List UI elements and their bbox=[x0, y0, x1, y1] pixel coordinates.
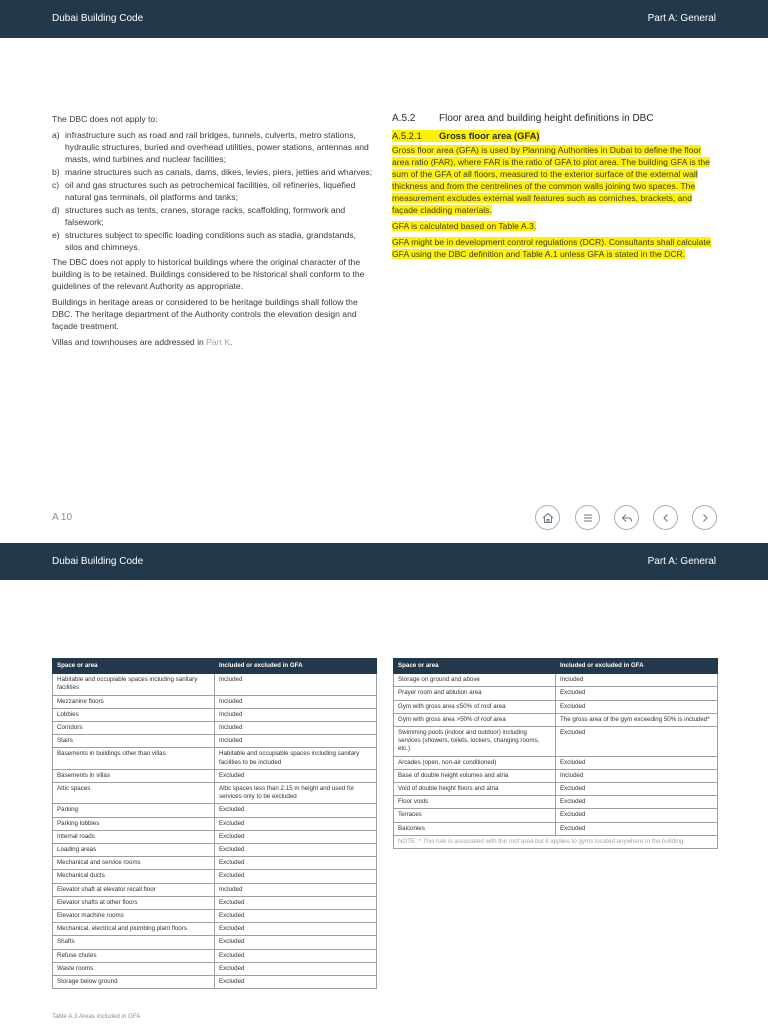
gfa-cell: Excluded bbox=[215, 949, 377, 962]
historical-paragraph: The DBC does not apply to historical buildings where the original character of the building is to be retained. Buildings considered to be historical shall conform to the guidelines of the relevant Authority as appropriate. bbox=[52, 257, 365, 291]
table-row bbox=[394, 700, 718, 713]
space-cell: Storage below ground bbox=[53, 976, 215, 989]
table-row bbox=[394, 727, 718, 757]
table-row bbox=[53, 857, 377, 870]
page-header bbox=[0, 0, 768, 38]
list-item: d) structures such as tents, cranes, storage racks, scaffolding, formwork and falsework; bbox=[52, 205, 346, 227]
table-row bbox=[53, 695, 377, 708]
gfa-cell: Excluded bbox=[215, 976, 377, 989]
table-row bbox=[53, 936, 377, 949]
table-note: NOTE: * This rule is associated with the roof area but it applies to gyms located anywhere in the building. bbox=[394, 835, 718, 848]
space-cell: Base of double height volumes and atria bbox=[394, 769, 556, 782]
page-number: A 10 bbox=[52, 512, 73, 523]
gfa-cell: Included bbox=[215, 695, 377, 708]
list-item: e) structures subject to specific loading conditions such as stadia, grandstands, silos and chimneys. bbox=[52, 230, 356, 252]
villas-paragraph: Villas and townhouses are addressed in Part K. bbox=[52, 337, 233, 347]
home-button[interactable] bbox=[535, 505, 560, 530]
page-header bbox=[0, 543, 768, 580]
section-number: A.5.2 bbox=[392, 113, 416, 124]
table-row bbox=[53, 883, 377, 896]
table-row bbox=[53, 748, 377, 769]
gfa-cell: Included bbox=[215, 708, 377, 721]
subsection-heading bbox=[392, 130, 714, 142]
table-row bbox=[394, 687, 718, 700]
gfa-cell: Included bbox=[215, 674, 377, 695]
table-row bbox=[394, 713, 718, 726]
space-cell: Balconies bbox=[394, 822, 556, 835]
gfa-cell: Excluded bbox=[556, 783, 718, 796]
gfa-cell: Excluded bbox=[556, 727, 718, 757]
table-row bbox=[394, 756, 718, 769]
gfa-cell: Excluded bbox=[215, 817, 377, 830]
table-row bbox=[394, 783, 718, 796]
gfa-cell: Excluded bbox=[215, 844, 377, 857]
gfa-cell: Excluded bbox=[215, 923, 377, 936]
space-cell: Waste rooms bbox=[53, 962, 215, 975]
table-row bbox=[394, 769, 718, 782]
subsection-title: Gross floor area (GFA) bbox=[439, 130, 540, 141]
gfa-cell: Excluded bbox=[215, 910, 377, 923]
table-row bbox=[53, 769, 377, 782]
gfa-definition: Gross floor area (GFA) is used by Planning Authorities in Dubai to define the floor area ratio (FAR), where FAR is the ratio of GFA to plot area. The building GFA is the sum of the GFA of all floors, measured to the exterior surface of the external wall thickness and from the centrelines of the common walls joining two spaces. The measurement excludes external wall features such as corniches, brackets, and façade cladding materials. bbox=[392, 145, 710, 215]
gfa-calculation: GFA is calculated based on Table A.3. bbox=[392, 221, 537, 231]
part-k-link[interactable]: Part K bbox=[206, 337, 231, 347]
chevron-left-icon bbox=[659, 511, 673, 525]
table-row bbox=[53, 830, 377, 843]
space-cell: Void of double height floors and atria bbox=[394, 783, 556, 796]
right-column bbox=[392, 113, 714, 264]
space-cell: Arcades (open, non-air conditioned) bbox=[394, 756, 556, 769]
gfa-cell: Excluded bbox=[215, 830, 377, 843]
space-cell: Stairs bbox=[53, 735, 215, 748]
list-item: c) oil and gas structures such as petrochemical facilities, oil refineries, liquefied natural gas terminals, oil platforms and tanks; bbox=[52, 180, 356, 202]
gfa-cell: Included bbox=[556, 769, 718, 782]
back-button[interactable] bbox=[614, 505, 639, 530]
heritage-paragraph: Buildings in heritage areas or considered to be heritage buildings shall follow the DBC. The heritage department of the Authority controls the elevation design and façade treatment. bbox=[52, 297, 358, 331]
space-cell: Refuse chutes bbox=[53, 949, 215, 962]
gfa-cell: Included bbox=[215, 735, 377, 748]
gfa-cell: Excluded bbox=[215, 804, 377, 817]
header-part: Part A: General bbox=[647, 556, 716, 567]
gfa-cell: Excluded bbox=[215, 936, 377, 949]
space-cell: Loading areas bbox=[53, 844, 215, 857]
gfa-cell: Excluded bbox=[215, 857, 377, 870]
table-row bbox=[53, 735, 377, 748]
table-row bbox=[53, 674, 377, 695]
gfa-cell: Excluded bbox=[556, 756, 718, 769]
table-row bbox=[394, 796, 718, 809]
gfa-cell: Included bbox=[215, 722, 377, 735]
gfa-cell: Excluded bbox=[215, 870, 377, 883]
space-cell: Storage on ground and above bbox=[394, 674, 556, 687]
next-page-button[interactable] bbox=[692, 505, 717, 530]
gfa-cell: Attic spaces less than 2.15 m height and used for services only to be excluded bbox=[215, 783, 377, 804]
space-cell: Mechanical, electrical and plumbing plant floors bbox=[53, 923, 215, 936]
list-item: b) marine structures such as canals, dams, dikes, levies, piers, jetties and wharves; bbox=[52, 167, 373, 177]
home-icon bbox=[541, 511, 555, 525]
gfa-cell: Excluded bbox=[215, 896, 377, 909]
table-caption: Table A.3 Areas included in GFA bbox=[52, 1013, 141, 1020]
space-cell: Elevator shaft at elevator recall floor bbox=[53, 883, 215, 896]
gfa-cell: Excluded bbox=[556, 700, 718, 713]
section-heading bbox=[392, 113, 714, 125]
space-cell: Corridors bbox=[53, 722, 215, 735]
space-cell: Basements in villas bbox=[53, 769, 215, 782]
subsection-number: A.5.2.1 bbox=[392, 130, 439, 142]
column-header: Space or area bbox=[394, 659, 556, 674]
space-cell: Gym with gross area >50% of roof area bbox=[394, 713, 556, 726]
gfa-table-left bbox=[52, 658, 377, 989]
table-row bbox=[53, 783, 377, 804]
gfa-cell: Excluded bbox=[556, 796, 718, 809]
space-cell: Elevator machine rooms bbox=[53, 910, 215, 923]
column-header: Included or excluded in GFA bbox=[215, 659, 377, 674]
space-cell: Parking bbox=[53, 804, 215, 817]
space-cell: Mechanical ducts bbox=[53, 870, 215, 883]
previous-page-button[interactable] bbox=[653, 505, 678, 530]
gfa-cell: The gross area of the gym exceeding 50% is included* bbox=[556, 713, 718, 726]
space-cell: Swimming pools (indoor and outdoor) including services (showers, toilets, lockers, changing rooms, etc.) bbox=[394, 727, 556, 757]
gfa-cell: Excluded bbox=[556, 687, 718, 700]
table-body bbox=[53, 674, 377, 989]
exclusion-list bbox=[52, 129, 374, 253]
left-column bbox=[52, 113, 374, 352]
section-title: Floor area and building height definitions in DBC bbox=[439, 113, 654, 124]
table-row bbox=[394, 822, 718, 835]
gfa-cell: Included bbox=[215, 883, 377, 896]
table-row bbox=[53, 844, 377, 857]
space-cell: Prayer room and ablution area bbox=[394, 687, 556, 700]
table-row bbox=[53, 896, 377, 909]
table-row bbox=[53, 976, 377, 989]
table-row bbox=[53, 962, 377, 975]
space-cell: Gym with gross area ≤50% of roof area bbox=[394, 700, 556, 713]
table-row bbox=[394, 809, 718, 822]
space-cell: Terraces bbox=[394, 809, 556, 822]
header-title: Dubai Building Code bbox=[52, 556, 144, 567]
space-cell: Mechanical and service rooms bbox=[53, 857, 215, 870]
header-title: Dubai Building Code bbox=[52, 13, 144, 24]
space-cell: Floor voids bbox=[394, 796, 556, 809]
header-part: Part A: General bbox=[647, 13, 716, 24]
table-row bbox=[53, 804, 377, 817]
space-cell: Lobbies bbox=[53, 708, 215, 721]
chevron-right-icon bbox=[698, 511, 712, 525]
gfa-table-right bbox=[393, 658, 718, 849]
space-cell: Internal roads bbox=[53, 830, 215, 843]
space-cell: Basements in buildings other than villas bbox=[53, 748, 215, 769]
table-row bbox=[53, 708, 377, 721]
gfa-cell: Habitable and occupiable spaces including sanitary facilities to be included bbox=[215, 748, 377, 769]
menu-icon bbox=[581, 511, 595, 525]
table-row bbox=[53, 949, 377, 962]
gfa-cell: Excluded bbox=[215, 962, 377, 975]
space-cell: Elevator shafts at other floors bbox=[53, 896, 215, 909]
table-row bbox=[394, 674, 718, 687]
menu-button[interactable] bbox=[575, 505, 600, 530]
table-row bbox=[53, 817, 377, 830]
back-icon bbox=[620, 511, 634, 525]
list-item: a) infrastructure such as road and rail bridges, tunnels, culverts, metro stations, hydraulic structures, buried and overhead utilities, power stations, antennas and masts, wind turbines and nuclear facilities; bbox=[52, 130, 369, 164]
space-cell: Parking lobbies bbox=[53, 817, 215, 830]
table-body bbox=[394, 674, 718, 836]
gfa-cell: Excluded bbox=[556, 809, 718, 822]
column-header: Space or area bbox=[53, 659, 215, 674]
gfa-dcr: GFA might be in development control regulations (DCR). Consultants shall calculate GFA using the DBC definition and Table A.1 unless GFA is stated in the DCR. bbox=[392, 237, 711, 259]
scope-intro: The DBC does not apply to: bbox=[52, 114, 158, 124]
gfa-cell: Excluded bbox=[556, 822, 718, 835]
column-header: Included or excluded in GFA bbox=[556, 659, 718, 674]
table-row bbox=[53, 923, 377, 936]
gfa-cell: Excluded bbox=[215, 769, 377, 782]
space-cell: Mezzanine floors bbox=[53, 695, 215, 708]
gfa-cell: Included bbox=[556, 674, 718, 687]
table-row bbox=[53, 910, 377, 923]
table-row bbox=[53, 870, 377, 883]
space-cell: Attic spaces bbox=[53, 783, 215, 804]
space-cell: Habitable and occupiable spaces including sanitary facilities bbox=[53, 674, 215, 695]
space-cell: Shafts bbox=[53, 936, 215, 949]
table-row bbox=[53, 722, 377, 735]
